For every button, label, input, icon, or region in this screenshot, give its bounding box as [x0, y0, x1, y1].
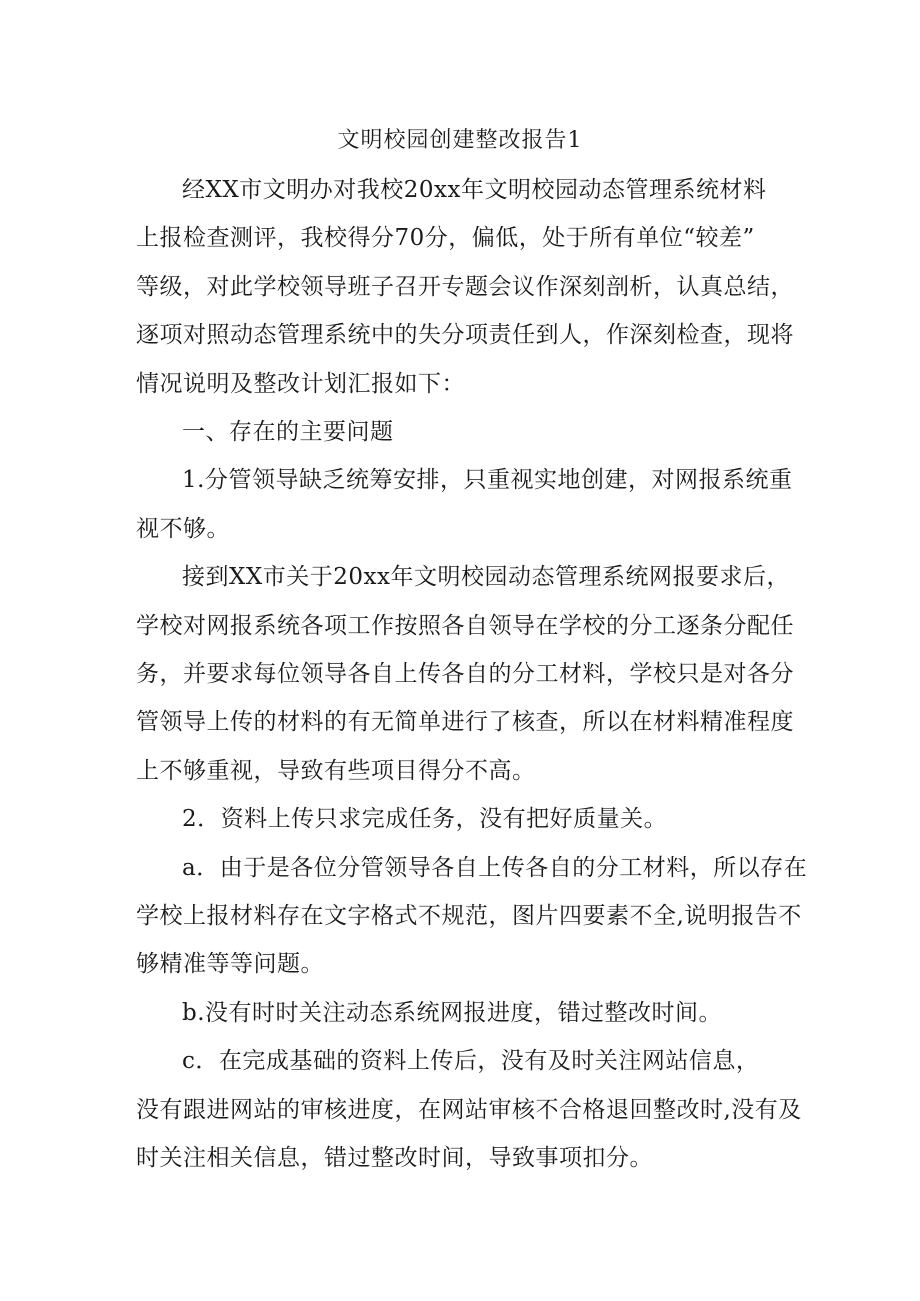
paragraph-line: 情况说明及整改计划汇报如下： [136, 371, 465, 397]
paragraph-line: 没有跟进网站的审核进度，在网站审核不合格退回整改时,没有及 [136, 1097, 802, 1123]
paragraph-line: 学校上报材料存在文字格式不规范，图片四要素不全,说明报告不 [136, 903, 802, 929]
paragraph-line: 逐项对照动态管理系统中的失分项责任到人，作深刻检查，现将 [136, 322, 794, 348]
paragraph-line: 视不够。 [136, 516, 230, 542]
paragraph-line: 时关注相关信息，错过整改时间，导致事项扣分。 [136, 1145, 653, 1171]
paragraph-line: 务，并要求每位领导各自上传各自的分工材料，学校只是对各分 [136, 661, 794, 687]
paragraph-line: 接到XX市关于20xx年文明校园动态管理系统网报要求后， [182, 564, 790, 590]
paragraph-line: 经XX市文明办对我校20xx年文明校园动态管理系统材料 [182, 177, 767, 203]
paragraph-line: 学校对网报系统各项工作按照各自领导在学校的分工逐条分配任 [136, 613, 794, 639]
paragraph-line: 1.分管领导缺乏统筹安排，只重视实地创建，对网报系统重 [182, 467, 793, 493]
paragraph-line: 上报检查测评，我校得分70分，偏低，处于所有单位“较差” [136, 225, 755, 251]
paragraph-line: 管领导上传的材料的有无简单进行了核查，所以在材料精准程度 [136, 709, 794, 735]
paragraph-line: 上不够重视，导致有些项目得分不高。 [136, 758, 536, 784]
paragraph-line: c．在完成基础的资料上传后，没有及时关注网站信息， [182, 1048, 760, 1074]
section-heading: 一、存在的主要问题 [182, 419, 394, 445]
paragraph-line: a．由于是各位分管领导各自上传各自的分工材料，所以存在 [182, 855, 808, 881]
paragraph-line: 2．资料上传只求完成任务，没有把好质量关。 [182, 806, 668, 832]
paragraph-line: 够精准等等问题。 [136, 951, 324, 977]
document-title: 文明校园创建整改报告1 [337, 128, 583, 153]
paragraph-line: 等级，对此学校领导班子召开专题会议作深刻剖析，认真总结， [136, 274, 794, 300]
paragraph-line: b.没有时时关注动态系统网报进度，错过整改时间。 [182, 1000, 723, 1026]
